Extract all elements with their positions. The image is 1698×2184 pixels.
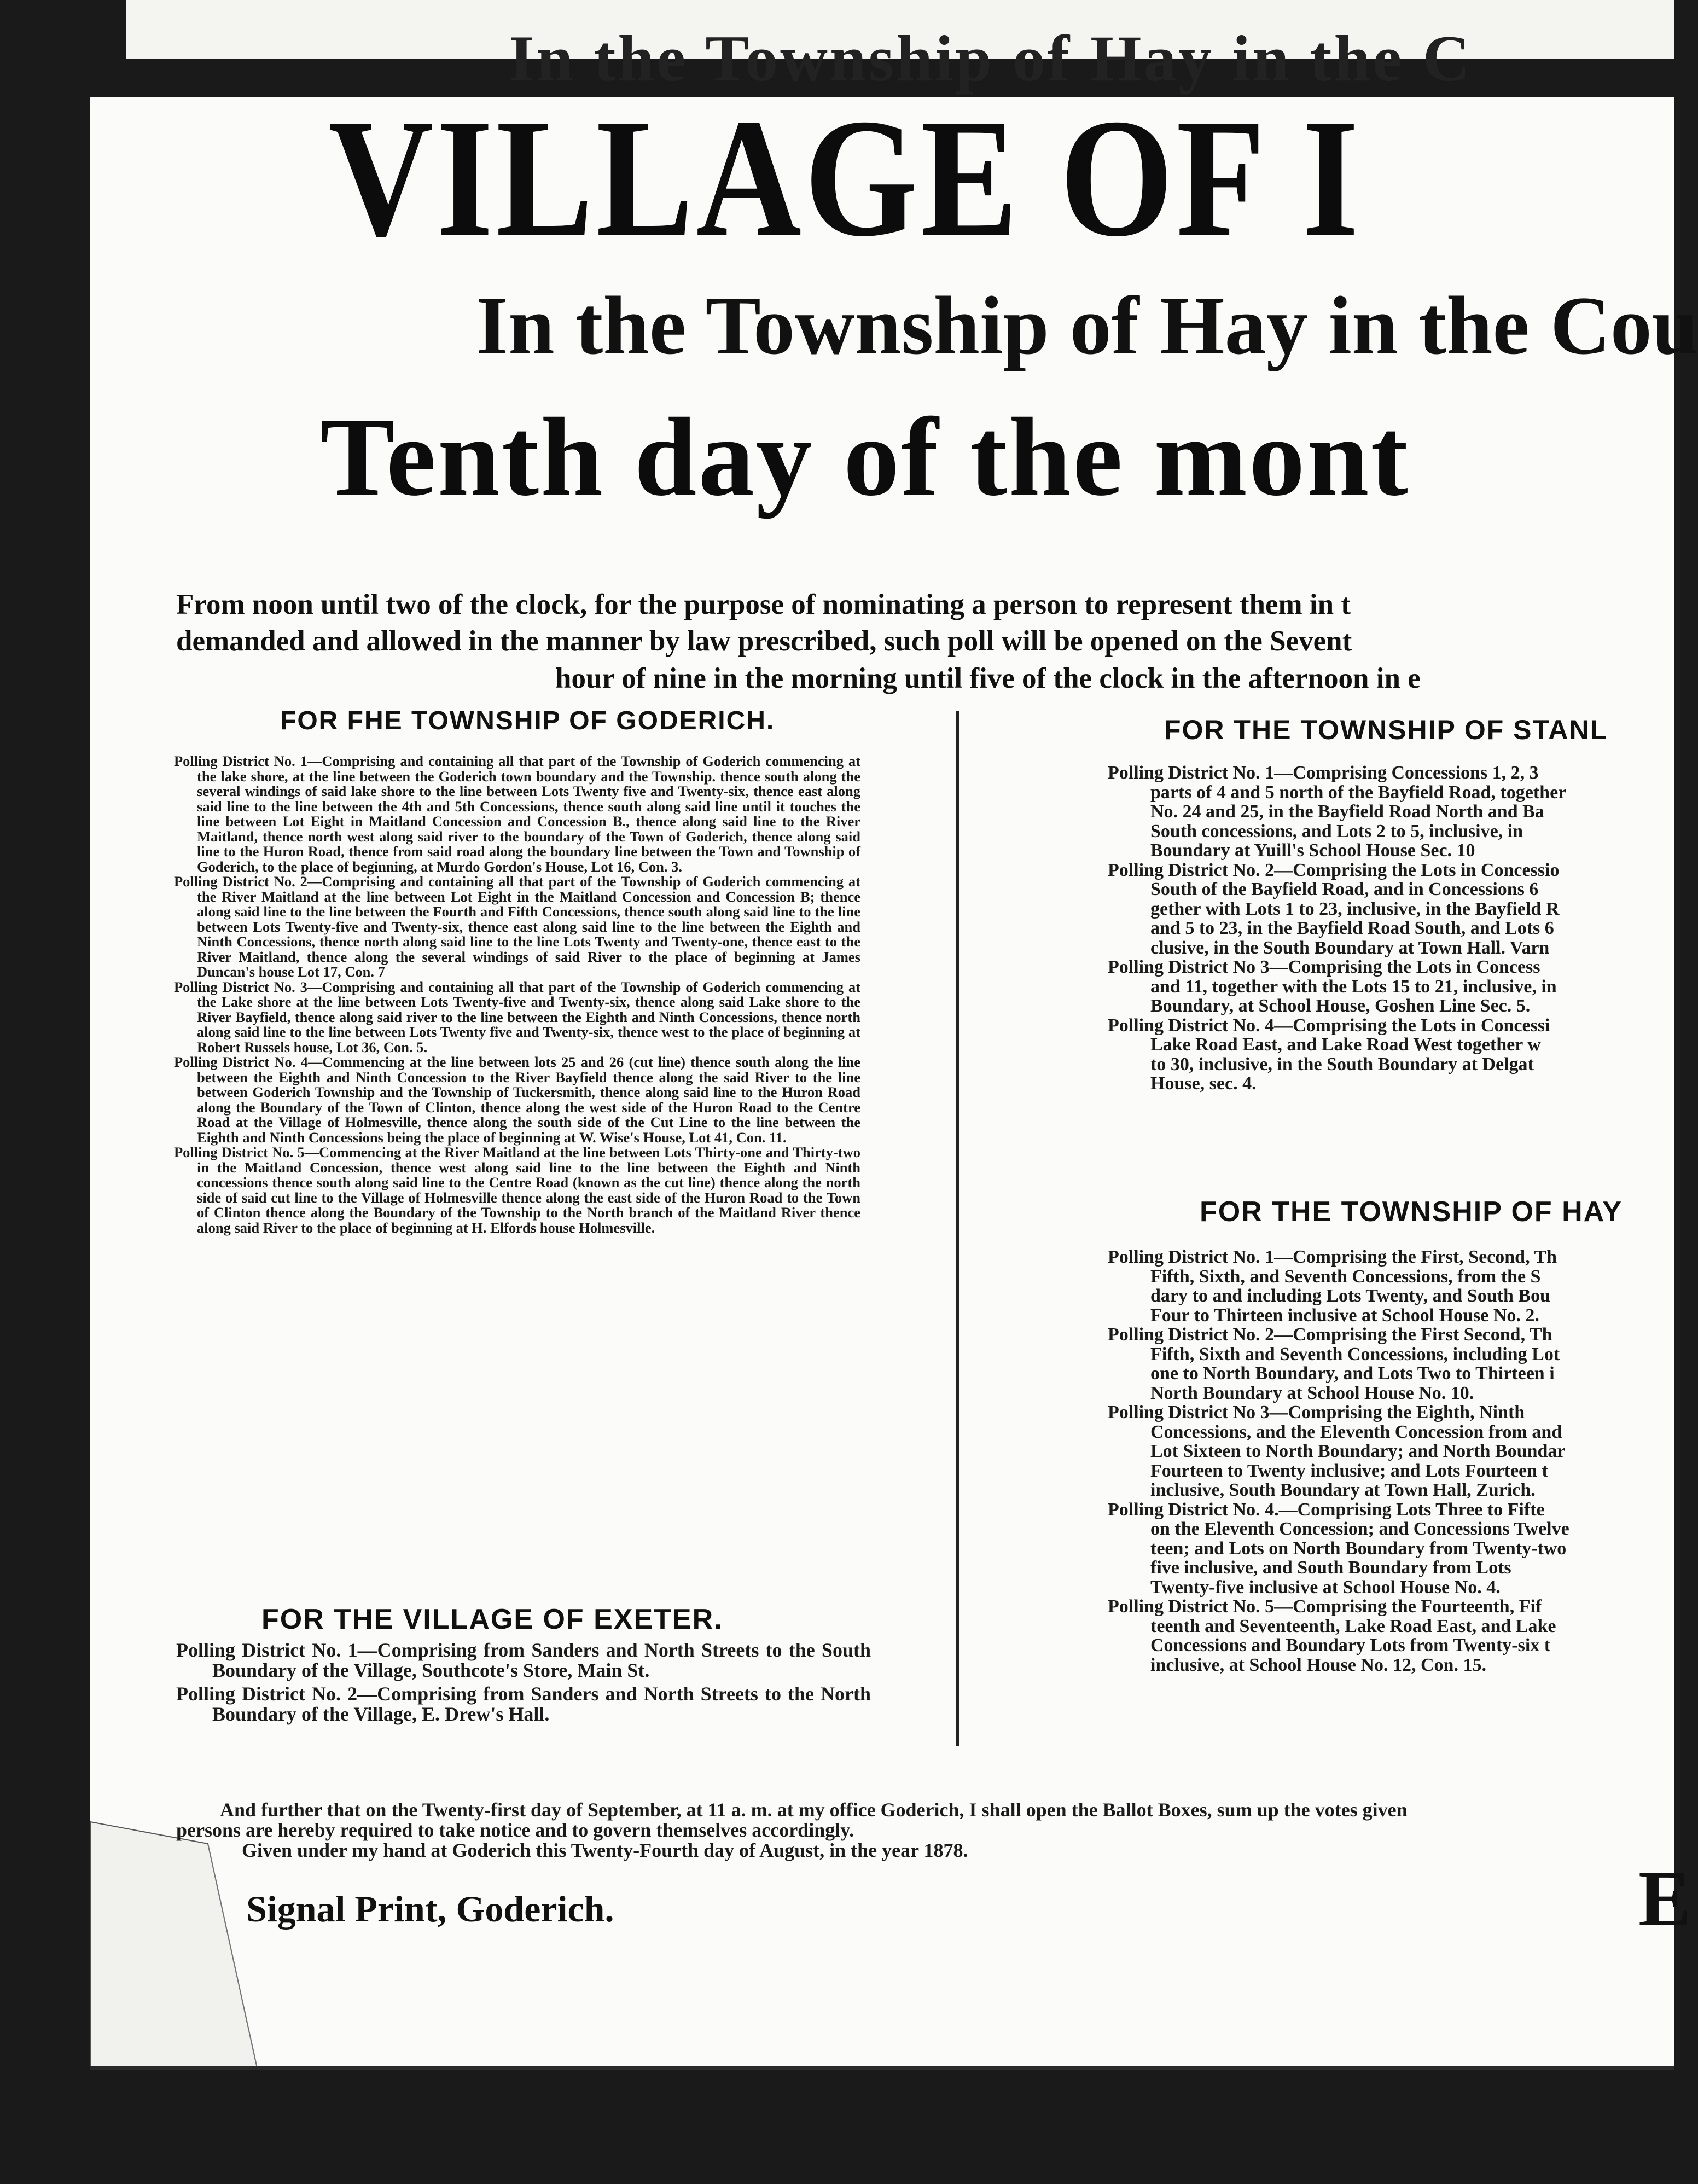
district-label: Polling District No. 2 (174, 873, 307, 890)
district-line: Polling District No. 1—Comprising the First, Second, Th (1108, 1247, 1557, 1267)
signature-initial: E (1638, 1855, 1691, 1943)
exeter-districts (176, 1640, 871, 1724)
district-line: Four to Thirteen inclusive at School House No. 2. (1150, 1305, 1539, 1326)
hay-district-4 (1108, 1500, 1677, 1598)
district-line: South concessions, and Lots 2 to 5, inclusive, in (1150, 821, 1523, 841)
district-line: one to North Boundary, and Lots Two to Thirteen i (1150, 1363, 1555, 1384)
district-line: clusive, in the South Boundary at Town Hall. Varn (1150, 937, 1550, 958)
district-line: Polling District No. 4.—Comprising Lots Three to Fifte (1108, 1499, 1545, 1520)
district-line: dary to and including Lots Twenty, and South Bou (1150, 1286, 1550, 1306)
district-line: inclusive, at School House No. 12, Con. 15. (1150, 1654, 1486, 1675)
intro-line-1: From noon until two of the clock, for the purpose of nominating a person to represent them in t (176, 589, 1351, 620)
district-line: Twenty-five inclusive at School House No. 4. (1150, 1577, 1501, 1598)
district-line: South of the Bayfield Road, and in Concessions 6 (1150, 879, 1539, 899)
heading-hay: FOR THE TOWNSHIP OF HAY (1200, 1196, 1623, 1228)
district-line: North Boundary at School House No. 10. (1150, 1383, 1474, 1403)
district-text: —Comprising and containing all that part of the Township of Goderich commencing at the Lake shore at the line between Lots Twenty-five and Twenty-six, thence along said Lake shore to the River Bayfield, thence along said river to the line between the Eighth and Ninth Concessions, thence north along said line to the line between Lots Twenty five and Twenty-six, thence west to the place of beginning at Robert Russels house, Lot 36, Con. 5. (197, 978, 861, 1055)
exeter-district-2 (176, 1684, 871, 1724)
printer-credit: Signal Print, Goderich. (246, 1888, 614, 1930)
intro-line-2: demanded and allowed in the manner by law prescribed, such poll will be opened on the Sevent (176, 625, 1352, 657)
hay-district-5 (1108, 1597, 1677, 1675)
stanley-district-2 (1108, 861, 1677, 958)
district-text: —Commencing at the line between lots 25 and 26 (cut line) thence south along the line between the Eighth and Ninth Concession to the River Bayfield thence along the said River to the line between Goderich Township and the Township of Tuckersmith, thence along said line to the Huron Road along the Boundary of the Town of Clinton, thence along the west side of the Huron Road to the Centre Road at the Village of Holmesville, thence along the south side of the Cut Line to the line between the Eighth and Ninth Concessions being the place of beginning at W. Wise's House, Lot 41, Con. 11. (197, 1054, 861, 1146)
district-line: Boundary, at School House, Goshen Line Sec. 5. (1150, 996, 1531, 1016)
district-line: Polling District No. 4—Comprising the Lots in Concessi (1108, 1015, 1550, 1036)
goderich-district-3 (174, 980, 860, 1055)
district-line: No. 24 and 25, in the Bayfield Road North and Ba (1150, 801, 1544, 822)
heading-stanley: FOR THE TOWNSHIP OF STANL (1164, 715, 1608, 745)
intro-line-3: hour of nine in the morning until five of the clock in the afternoon in e (555, 663, 1421, 694)
district-text: —Comprising and containing all that part of the Township of Goderich commencing at the River Maitland at the line between Lot Eight in the Maitland Concession and Concession B; thence along said line to the line between the Fourth and Fifth Concessions, thence south along said line to the line between Lots Twenty-five and Twenty-six, thence east along said line to the line between the Eighth and Ninth Concessions, thence north along said line to the line Lots Twenty and Twenty-one, thence east to the River Maitland, thence along the several windings of said River to the place of beginning at James Duncan's house Lot 17, Con. 7 (197, 873, 861, 980)
district-line: gether with Lots 1 to 23, inclusive, in the Bayfield R (1150, 898, 1560, 919)
hay-district-2 (1108, 1325, 1677, 1403)
stanley-district-1 (1108, 763, 1677, 861)
district-line: parts of 4 and 5 north of the Bayfield Road, together (1150, 782, 1567, 803)
district-line: inclusive, South Boundary at Town Hall, Zurich. (1150, 1480, 1536, 1500)
district-line: House, sec. 4. (1150, 1073, 1257, 1094)
stanley-district-4 (1108, 1016, 1677, 1094)
district-line: Concessions and Boundary Lots from Twenty-six t (1150, 1635, 1551, 1656)
district-line: Polling District No. 2—Comprising the First Second, Th (1108, 1325, 1552, 1345)
district-line: and 5 to 23, in the Bayfield Road South, and Lots 6 (1150, 918, 1554, 938)
district-label: Polling District No. 1 (176, 1639, 358, 1661)
footer-line-2: persons are hereby required to take notice and to govern themselves accordingly. (176, 1819, 854, 1841)
district-line: Polling District No 3—Comprising the Eighth, Ninth (1108, 1402, 1525, 1422)
district-line: Polling District No. 1—Comprising Concessions 1, 2, 3 (1108, 763, 1539, 783)
exeter-district-1 (176, 1640, 871, 1681)
district-line: five inclusive, and South Boundary from Lots (1150, 1558, 1511, 1578)
district-line: Polling District No. 2—Comprising the Lots in Concessio (1108, 859, 1560, 880)
district-line: Polling District No 3—Comprising the Lots in Concess (1108, 957, 1540, 977)
heading-exeter: FOR THE VILLAGE OF EXETER. (261, 1604, 723, 1635)
district-line: Concessions, and the Eleventh Concession from and (1150, 1421, 1562, 1442)
district-text: —Comprising and containing all that part of the Township of Goderich commencing at the lake shore, at the line between the Goderich town boundary and the Township. thence south along the several windings of said lake shore to the line between Lots Twenty five and Twenty-six, thence east along said line to the line between the 4th and 5th Concessions, thence south along said line until it touches the line between Lot Eight in Maitland Concession and Concession B., thence along said line to the River Maitland, thence north west along said river to the boundary of the Town of Goderich, thence along said line to the Huron Road, thence from said road along the boundary line between the Town and Township of Goderich, to the place of beginning, at Murdo Gordon's House, Lot 16, Con. 3. (197, 753, 861, 875)
column-divider (956, 711, 959, 1746)
district-line: Fifth, Sixth, and Seventh Concessions, from the S (1150, 1266, 1541, 1287)
district-line: to 30, inclusive, in the South Boundary at Delgat (1150, 1054, 1534, 1074)
district-text: —Commencing at the River Maitland at the line between Lots Thirty-one and Thirty-two in the Maitland Concession, thence west along said line to the line between the Eighth and Ninth concessions thence south along said line to the Centre Road (known as the cut line) thence along the north side of said cut line to the Village of Holmesville thence along the east side of the Huron Road to the Town of Clinton thence along the Boundary of the Township to the North branch of the Maitland River thence along said River to the place of beginning at H. Elfords house Holmesville. (197, 1144, 860, 1236)
hay-district-1 (1108, 1247, 1677, 1325)
district-line: on the Eleventh Concession; and Concessions Twelve (1150, 1519, 1569, 1539)
footer-line-3: Given under my hand at Goderich this Twenty-Fourth day of August, in the year 1878. (242, 1839, 968, 1861)
goderich-district-4 (174, 1055, 860, 1145)
stanley-district-3 (1108, 957, 1677, 1016)
hay-districts (1108, 1247, 1677, 1675)
subhead-township: In the Township of Hay in the Cou (476, 280, 1698, 371)
date-line: Tenth day of the mont (320, 395, 1410, 519)
district-text: —Comprising from Sanders and North Streets to the North Boundary of the Village, E. Drew's Hall. (212, 1683, 871, 1725)
top-strip-text: In the Township of Hay in the C (509, 22, 1473, 95)
goderich-district-2 (174, 874, 860, 980)
district-line: teen; and Lots on North Boundary from Twenty-two (1150, 1538, 1567, 1559)
goderich-district-5 (174, 1145, 860, 1235)
district-label: Polling District No. 2 (176, 1683, 358, 1705)
district-line: Fifth, Sixth and Seventh Concessions, including Lot (1150, 1344, 1560, 1364)
district-label: Polling District No. 1 (174, 753, 307, 769)
headline-village: VILLAGE OF I (328, 84, 1362, 272)
district-line: Polling District No. 5—Comprising the Fourteenth, Fif (1108, 1596, 1542, 1617)
district-line: Lot Sixteen to North Boundary; and North Boundar (1150, 1441, 1566, 1461)
district-line: and 11, together with the Lots 15 to 21, inclusive, in (1150, 976, 1557, 997)
district-label: Polling District No. 4 (174, 1054, 308, 1070)
stanley-districts (1108, 763, 1677, 1094)
district-label: Polling District No. 3 (174, 978, 307, 995)
footer-notice (176, 1800, 1675, 1861)
hay-district-3 (1108, 1403, 1677, 1500)
goderich-districts (174, 754, 860, 1235)
heading-goderich: FOR FHE TOWNSHIP OF GODERICH. (280, 706, 775, 735)
goderich-district-1 (174, 754, 860, 874)
district-line: Fourteen to Twenty inclusive; and Lots Fourteen t (1150, 1460, 1548, 1481)
district-label: Polling District No. 5 (174, 1144, 305, 1160)
district-line: Boundary at Yuill's School House Sec. 10 (1150, 840, 1475, 861)
district-text: —Comprising from Sanders and North Streets to the South Boundary of the Village, Southcote's Store, Main St. (212, 1639, 871, 1681)
district-line: teenth and Seventeenth, Lake Road East, and Lake (1150, 1616, 1556, 1636)
footer-line-1: And further that on the Twenty-first day of September, at 11 a. m. at my office Goderich, I shall open the Ballot Boxes, sum up the votes given (220, 1799, 1408, 1821)
district-line: Lake Road East, and Lake Road West together w (1150, 1035, 1541, 1055)
